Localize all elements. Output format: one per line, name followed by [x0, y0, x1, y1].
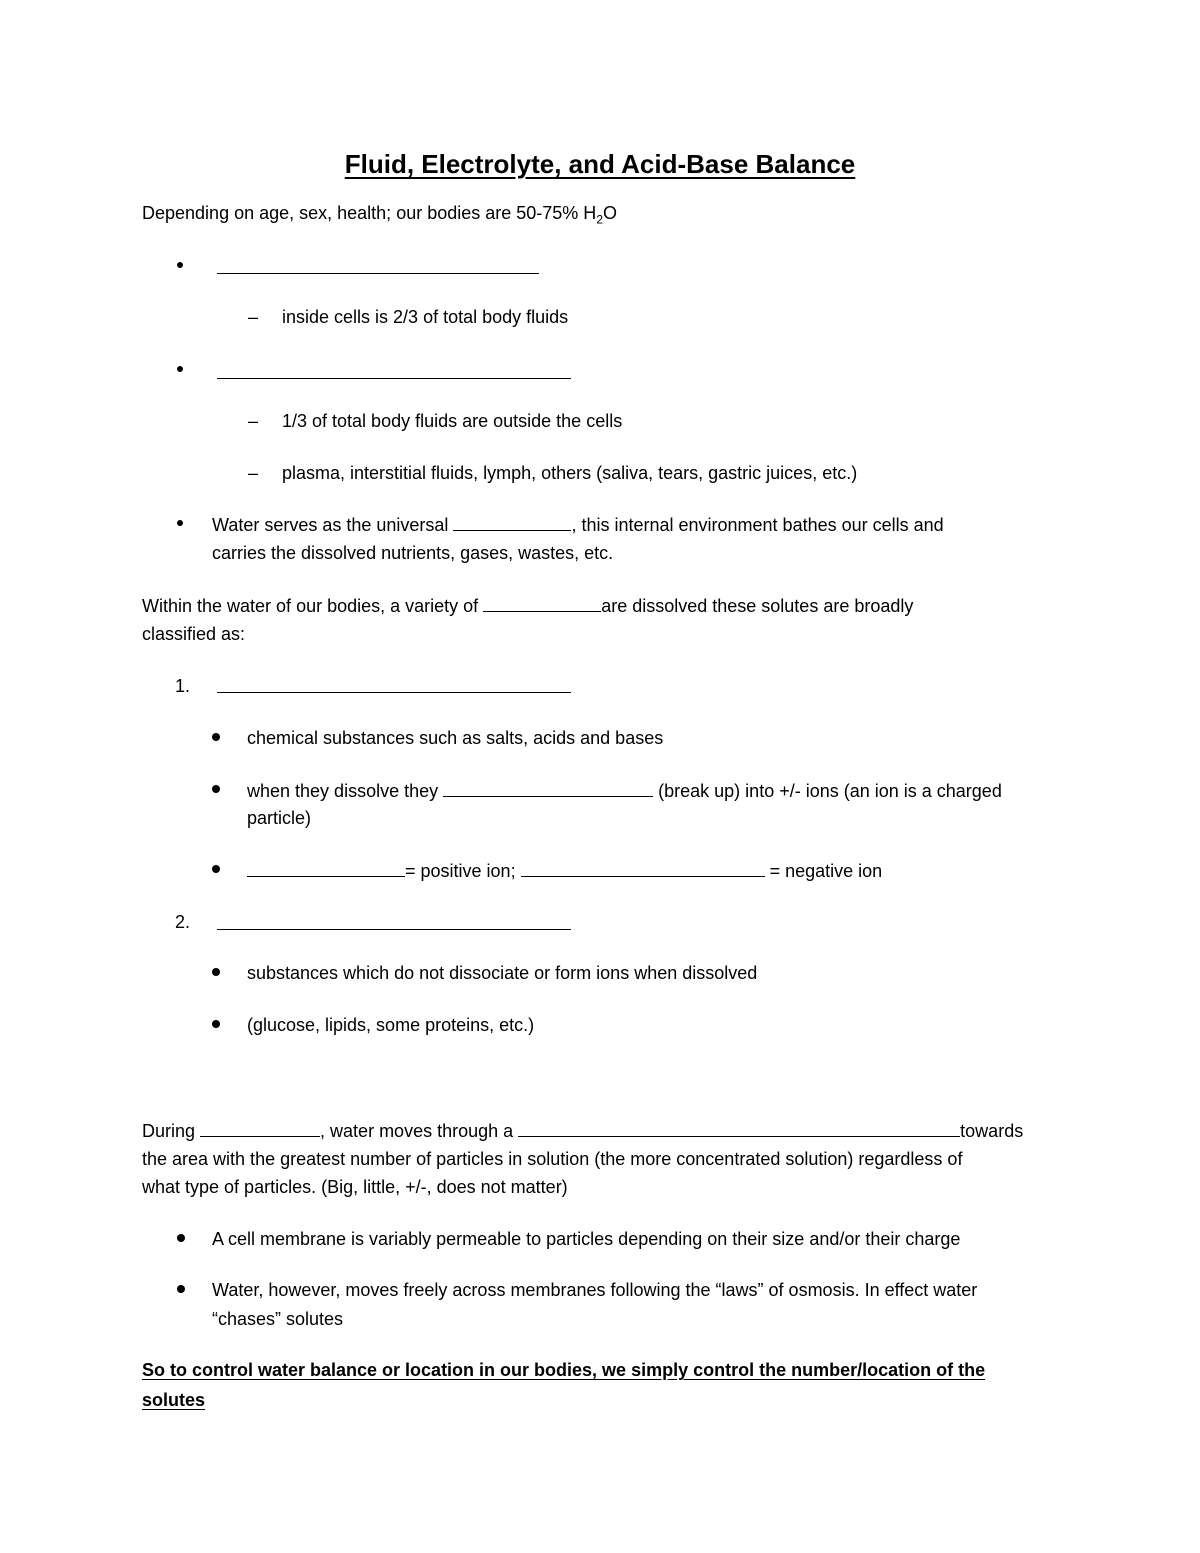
within-line2: classified as:	[142, 624, 246, 644]
conclusion-line1: So to control water balance or location in our bodies, we simply control the number/location of the	[142, 1360, 986, 1380]
dash-icon: –	[248, 307, 259, 327]
during-line1: During , water moves through a towards	[142, 1118, 1023, 1143]
nonelectrolytes-b2: (glucose, lipids, some proteins, etc.)	[247, 1015, 535, 1035]
during-line3: what type of particles. (Big, little, +/-, does not matter)	[142, 1177, 568, 1197]
membrane-b2-cont: “chases” solutes	[212, 1309, 344, 1329]
icf-sub1: inside cells is 2/3 of total body fluids	[282, 307, 569, 327]
blank-dissociate	[443, 778, 653, 797]
water-line1: Water serves as the universal , this internal environment bathes our cells and	[212, 512, 944, 537]
blank-cation	[247, 858, 405, 877]
blank-membrane	[518, 1118, 960, 1137]
list-number-2: 2.	[175, 912, 191, 932]
blank-solutes	[483, 593, 601, 612]
blank-line-ecf	[217, 378, 571, 379]
blank-line-nonelectrolytes	[217, 929, 571, 930]
bullet-icon	[177, 1234, 185, 1242]
during-line2: the area with the greatest number of particles in solution (the more concentrated solution) regardless of	[142, 1149, 963, 1169]
blank-osmosis	[200, 1118, 320, 1137]
blank-line-electrolytes	[217, 692, 571, 693]
bullet-icon	[212, 1020, 220, 1028]
electrolytes-b2-cont: particle)	[247, 808, 312, 828]
electrolytes-b2: when they dissolve they (break up) into +/- ions (an ion is a charged	[247, 778, 1002, 803]
bullet-icon	[212, 733, 220, 741]
bullet-icon	[212, 785, 220, 793]
blank-anion	[521, 858, 765, 877]
intro-text: Depending on age, sex, health; our bodies are 50-75% $H_2O$	[142, 203, 618, 227]
bullet-icon	[177, 366, 183, 372]
electrolytes-b3: = positive ion; = negative ion	[247, 858, 882, 883]
conclusion-line2: solutes	[142, 1390, 206, 1410]
membrane-b2: Water, however, moves freely across membranes following the “laws” of osmosis. In effect water	[212, 1280, 978, 1300]
ecf-sub1: 1/3 of total body fluids are outside the cells	[282, 411, 623, 431]
nonelectrolytes-b1: substances which do not dissociate or form ions when dissolved	[247, 963, 758, 983]
bullet-icon	[212, 865, 220, 873]
page-title: Fluid, Electrolyte, and Acid-Base Balance	[344, 149, 856, 179]
membrane-b1: A cell membrane is variably permeable to particles depending on their size and/or their charge	[212, 1229, 961, 1249]
water-line2: carries the dissolved nutrients, gases, wastes, etc.	[212, 543, 614, 563]
list-number-1: 1.	[175, 676, 191, 696]
blank-line-icf	[217, 273, 539, 274]
ecf-sub2: plasma, interstitial fluids, lymph, others (saliva, tears, gastric juices, etc.)	[282, 463, 858, 483]
within-line1: Within the water of our bodies, a variety of are dissolved these solutes are broadly	[142, 593, 913, 618]
dash-icon: –	[248, 411, 259, 431]
bullet-icon	[177, 1285, 185, 1293]
bullet-icon	[212, 968, 220, 976]
blank-solvent	[453, 512, 571, 531]
bullet-icon	[177, 262, 183, 268]
bullet-icon	[177, 520, 183, 526]
dash-icon: –	[248, 463, 259, 483]
electrolytes-b1: chemical substances such as salts, acids and bases	[247, 728, 664, 748]
